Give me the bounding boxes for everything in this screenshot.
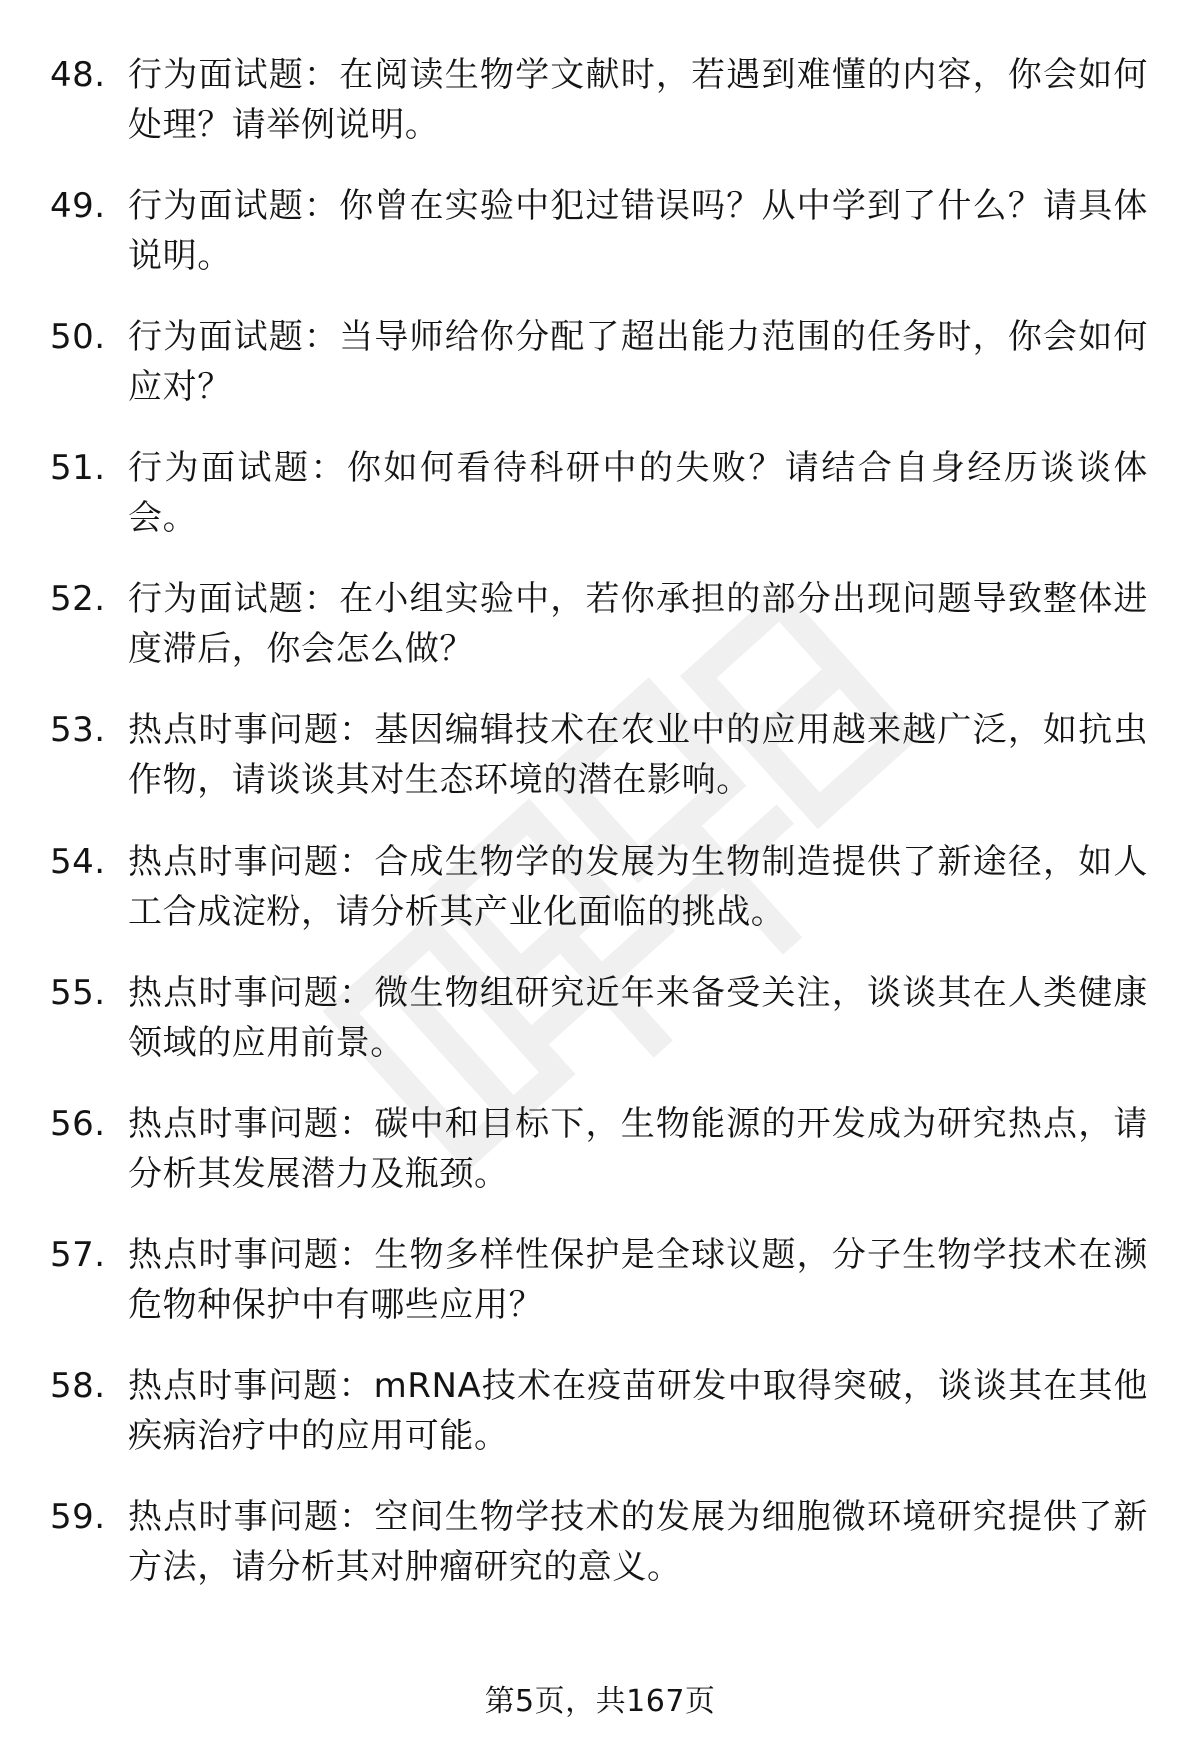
question-number: 57.: [50, 1234, 106, 1275]
page-footer: [0, 1682, 1200, 1722]
question-text: 行为面试题：在阅读生物学文献时，若遇到难懂的内容，你会如何处理？请举例说明。: [128, 55, 1148, 145]
question-number: 54.: [50, 841, 106, 882]
question-number: 51.: [50, 448, 106, 489]
page-number-label: 第5页，共167页: [484, 1684, 716, 1719]
question-text: 行为面试题：当导师给你分配了超出能力范围的任务时，你会如何应对？: [128, 317, 1148, 408]
question-item: [0, 574, 1200, 705]
question-text: 热点时事问题：微生物组研究近年来备受关注，谈谈其在人类健康领域的应用前景。: [128, 972, 1148, 1063]
question-item: [0, 1361, 1200, 1492]
question-number: 53.: [50, 710, 106, 751]
question-item: [0, 705, 1200, 836]
question-item: [0, 968, 1200, 1099]
question-text: 热点时事问题：空间生物学技术的发展为细胞微环境研究提供了新方法，请分析其对肿瘤研究的意义。: [128, 1497, 1148, 1588]
question-list: [0, 50, 1200, 1623]
question-text: 热点时事问题：mRNA技术在疫苗研发中取得突破，谈谈其在其他疾病治疗中的应用可能。: [128, 1365, 1148, 1456]
question-number: 50.: [50, 317, 106, 358]
question-number: 56.: [50, 1103, 106, 1144]
question-number: 55.: [50, 972, 106, 1013]
question-item: [0, 1099, 1200, 1230]
question-text: 行为面试题：你曾在实验中犯过错误吗？从中学到了什么？请具体说明。: [128, 186, 1148, 277]
question-item: [0, 1492, 1200, 1623]
question-number: 59.: [50, 1497, 106, 1538]
question-number: 49.: [50, 186, 106, 227]
question-item: [0, 312, 1200, 443]
question-text: 热点时事问题：碳中和目标下，生物能源的开发成为研究热点，请分析其发展潜力及瓶颈。: [128, 1103, 1148, 1194]
question-number: 48.: [50, 55, 106, 95]
question-item: [0, 837, 1200, 968]
question-item: [0, 443, 1200, 574]
question-number: 52.: [50, 579, 106, 620]
question-text: 热点时事问题：生物多样性保护是全球议题，分子生物学技术在濒危物种保护中有哪些应用？: [128, 1234, 1148, 1325]
question-text: 热点时事问题：基因编辑技术在农业中的应用越来越广泛，如抗虫作物，请谈谈其对生态环境的潜在影响。: [128, 710, 1148, 801]
question-item: [0, 181, 1200, 312]
question-text: 行为面试题：你如何看待科研中的失败？请结合自身经历谈谈体会。: [128, 448, 1148, 539]
question-number: 58.: [50, 1365, 106, 1406]
question-text: 热点时事问题：合成生物学的发展为生物制造提供了新途径，如人工合成淀粉，请分析其产业化面临的挑战。: [128, 841, 1148, 932]
question-text: 行为面试题：在小组实验中，若你承担的部分出现问题导致整体进度滞后，你会怎么做？: [128, 579, 1148, 670]
question-item: [0, 1230, 1200, 1361]
question-item: [0, 50, 1200, 181]
